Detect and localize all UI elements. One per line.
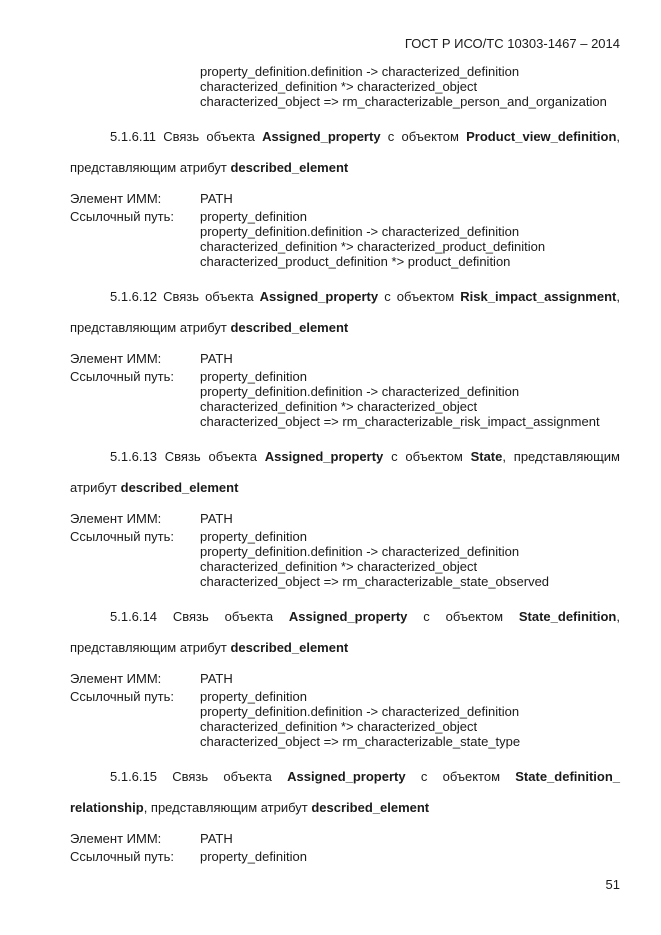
imm-element-value: PATH	[200, 831, 233, 846]
path-line: property_definition.definition -> characterized_definition	[200, 544, 520, 559]
path-line: property_definition	[200, 369, 307, 384]
reference-path-lines	[200, 369, 620, 429]
imm-element-label: Элемент ИММ:	[70, 351, 162, 366]
section-heading-line1	[70, 281, 620, 312]
imm-element-label: Элемент ИММ:	[70, 511, 162, 526]
imm-element-label: Элемент ИММ:	[70, 191, 162, 206]
section-heading	[70, 281, 620, 343]
reference-path-label: Ссылочный путь:	[70, 209, 174, 224]
text-run: 5.1.6.13 Связь объекта	[110, 449, 265, 464]
section-heading-line1	[70, 121, 620, 152]
path-line: characterized_object => rm_characterizable_state_type	[200, 734, 521, 749]
path-line: characterized_definition *> characterized_object	[200, 79, 478, 94]
section-heading-line1	[70, 761, 620, 792]
path-line: property_definition.definition -> characterized_definition	[200, 384, 520, 399]
section	[70, 121, 620, 269]
bold-term: Assigned_property	[264, 449, 384, 464]
text-run: атрибут	[70, 480, 121, 495]
text-run: , представляющим	[502, 449, 620, 464]
reference-path-lines	[200, 689, 620, 749]
reference-path-label: Ссылочный путь:	[70, 369, 174, 384]
text-run: ,	[616, 609, 620, 624]
section-heading-line2	[70, 152, 620, 183]
section-heading-line1	[70, 441, 620, 472]
text-run: 5.1.6.11 Связь объекта	[110, 129, 263, 144]
page-number: 51	[605, 877, 620, 892]
path-line: characterized_definition *> characterized_object	[200, 719, 478, 734]
text-run: ,	[616, 289, 620, 304]
path-line: characterized_object => rm_characterizable_risk_impact_assignment	[200, 414, 600, 429]
text-run: 5.1.6.15 Связь объекта	[110, 769, 288, 784]
reference-path-label: Ссылочный путь:	[70, 689, 174, 704]
path-line: property_definition	[200, 689, 307, 704]
text-run: с объектом	[405, 769, 516, 784]
section	[70, 601, 620, 749]
imm-element-label: Элемент ИММ:	[70, 671, 162, 686]
bold-term: Product_view_definition	[466, 129, 617, 144]
bold-term: described_element	[311, 800, 430, 815]
imm-element-label: Элемент ИММ:	[70, 831, 162, 846]
text-run: представляющим атрибут	[70, 160, 231, 175]
bold-term: Assigned_property	[262, 129, 381, 144]
text-run: с объектом	[380, 129, 467, 144]
path-line: property_definition.definition -> characterized_definition	[200, 704, 520, 719]
section	[70, 441, 620, 589]
imm-element-value: PATH	[200, 351, 233, 366]
imm-path-table	[70, 509, 620, 589]
section-heading	[70, 121, 620, 183]
reference-path-lines	[200, 529, 620, 589]
bold-term: relationship	[70, 800, 144, 815]
path-line: characterized_object => rm_characterizable_person_and_organization	[200, 94, 607, 109]
reference-path-label: Ссылочный путь:	[70, 529, 174, 544]
text-run: 5.1.6.12 Связь объекта	[110, 289, 260, 304]
path-line: characterized_definition *> characterized_object	[200, 559, 478, 574]
text-run: , представляющим атрибут	[143, 800, 312, 815]
text-run: представляющим атрибут	[70, 320, 231, 335]
imm-path-table	[70, 349, 620, 429]
bold-term: Assigned_property	[288, 609, 408, 624]
bold-term: described_element	[230, 640, 349, 655]
imm-path-table	[70, 189, 620, 269]
bold-term: State_definition	[518, 609, 617, 624]
path-line: property_definition.definition -> characterized_definition	[200, 224, 520, 239]
reference-path-lines	[200, 209, 620, 269]
text-run: с объектом	[378, 289, 461, 304]
section-heading-line1	[70, 601, 620, 632]
bold-term: Risk_impact_assignment	[460, 289, 617, 304]
path-line: property_definition	[200, 529, 307, 544]
text-run: представляющим атрибут	[70, 640, 231, 655]
path-line: characterized_definition *> characterized_object	[200, 399, 478, 414]
text-run: с объектом	[383, 449, 471, 464]
section-heading-line2	[70, 632, 620, 663]
imm-element-value: PATH	[200, 191, 233, 206]
section	[70, 281, 620, 429]
imm-path-table	[70, 669, 620, 749]
section-heading-line2	[70, 472, 620, 503]
path-line: characterized_definition *> characterized_product_definition	[200, 239, 546, 254]
reference-path-label: Ссылочный путь:	[70, 849, 174, 864]
continuation-path-block	[200, 64, 620, 109]
running-header: ГОСТ Р ИСО/ТС 10303-1467 – 2014	[404, 36, 620, 51]
bold-term: described_element	[230, 160, 349, 175]
imm-element-value: PATH	[200, 511, 233, 526]
sections	[70, 121, 620, 864]
path-line: property_definition.definition -> characterized_definition	[200, 64, 520, 79]
path-line: property_definition	[200, 209, 307, 224]
section-heading	[70, 441, 620, 503]
bold-term: State_definition_	[515, 769, 621, 784]
text-run: 5.1.6.14 Связь объекта	[110, 609, 289, 624]
imm-element-value: PATH	[200, 671, 233, 686]
section-heading	[70, 601, 620, 663]
path-line: characterized_product_definition *> product_definition	[200, 254, 511, 269]
reference-path-lines	[200, 849, 620, 864]
path-line: characterized_object => rm_characterizable_state_observed	[200, 574, 550, 589]
imm-path-table	[70, 829, 620, 864]
text-run: с объектом	[407, 609, 519, 624]
section-heading	[70, 761, 620, 823]
section-heading-line2	[70, 312, 620, 343]
path-line: property_definition	[200, 849, 307, 864]
section-heading-line2	[70, 792, 620, 823]
bold-term: State	[470, 449, 503, 464]
bold-term: described_element	[230, 320, 349, 335]
bold-term: described_element	[120, 480, 239, 495]
bold-term: Assigned_property	[287, 769, 406, 784]
bold-term: Assigned_property	[259, 289, 379, 304]
section	[70, 761, 620, 864]
text-run: ,	[616, 129, 621, 144]
